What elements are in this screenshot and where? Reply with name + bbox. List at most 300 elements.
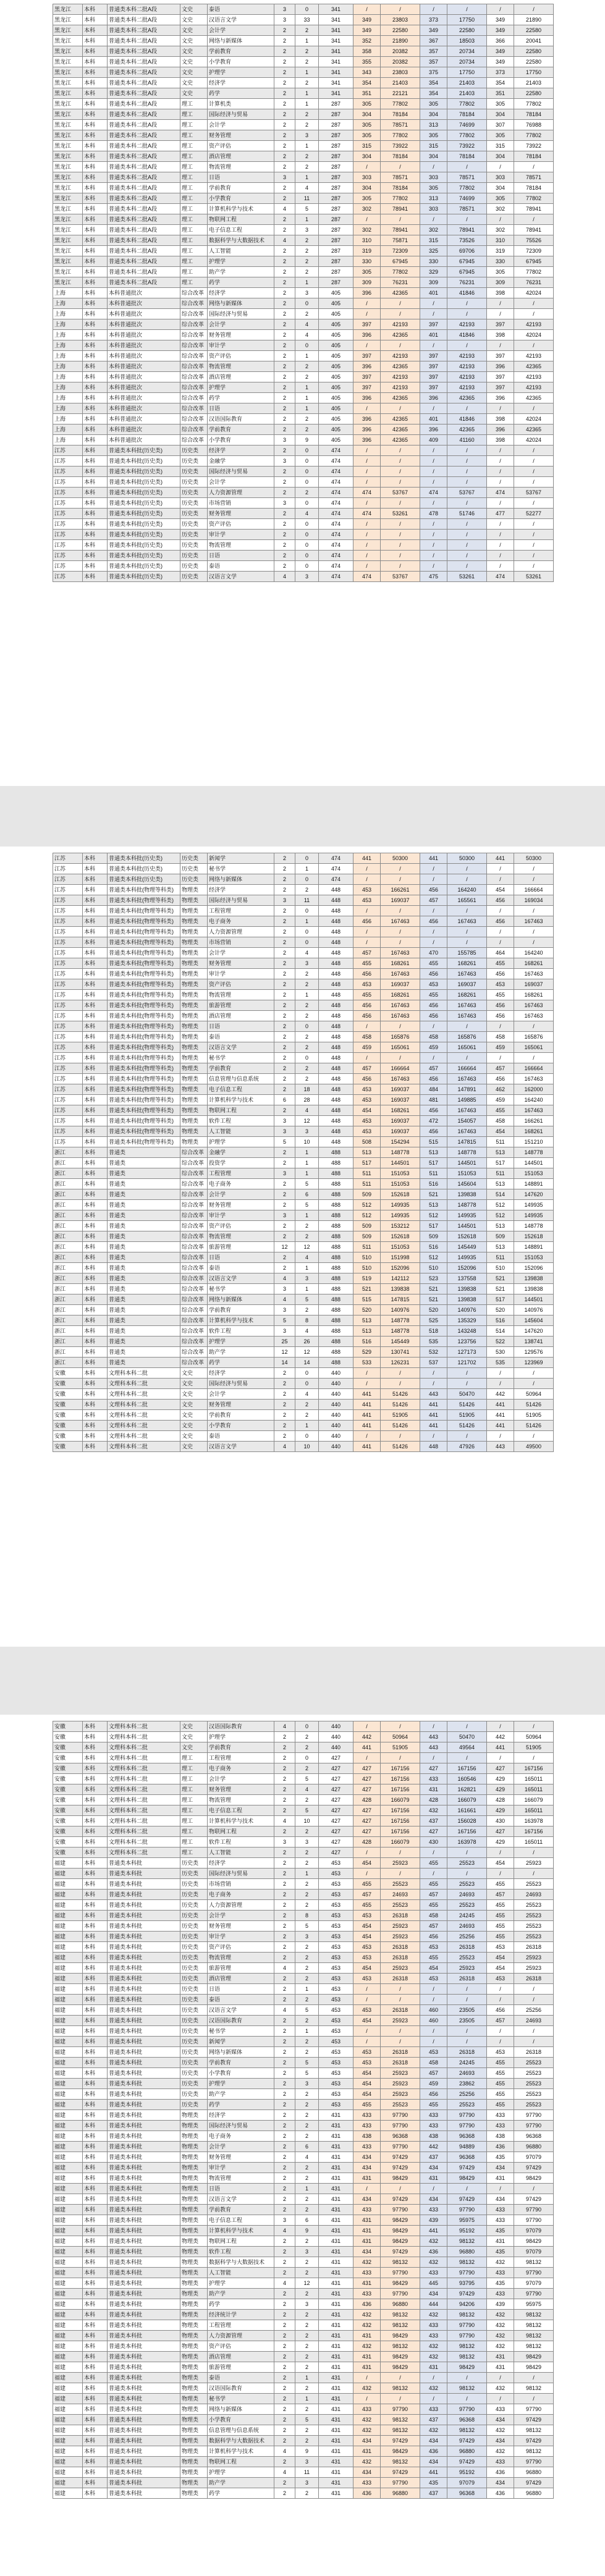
cell-min-rank: /: [381, 403, 420, 414]
cell-control-line: 431: [319, 2142, 353, 2152]
cell-batch: 普通类本科二批A段: [108, 130, 180, 141]
cell-control-line: 453: [319, 1911, 353, 1921]
cell-duration: 2: [274, 1984, 295, 1995]
cell-duration: 4: [274, 2278, 295, 2289]
cell-duration: 14: [274, 1358, 295, 1368]
cell-avg-rank: 25923: [514, 1963, 554, 1974]
cell-province: 黑龙江: [53, 256, 83, 267]
cell-control-line: 405: [319, 403, 353, 414]
cell-admitted: 1: [295, 1263, 319, 1273]
cell-avg-score: 435: [487, 2152, 514, 2163]
cell-avg-score: 456: [487, 916, 514, 927]
cell-min-rank: 145449: [381, 1337, 420, 1347]
cell-control-line: 431: [319, 2289, 353, 2299]
cell-subject-type: 历史类: [180, 561, 208, 572]
cell-major: 人力资源管理: [208, 927, 274, 937]
table-row: [53, 193, 554, 204]
cell-max-score: 516: [420, 1242, 447, 1252]
cell-max-rank: 23505: [447, 2016, 487, 2026]
cell-avg-rank: 98429: [514, 2362, 554, 2373]
cell-avg-score: /: [487, 551, 514, 561]
cell-major: 资产评估: [208, 1942, 274, 1953]
cell-level: 本科: [83, 2383, 108, 2394]
cell-province: 福建: [53, 2194, 83, 2205]
cell-batch: 普通类: [108, 1221, 180, 1231]
cell-avg-rank: 21890: [514, 15, 554, 25]
cell-min-score: 431: [353, 2226, 381, 2236]
cell-min-rank: 167156: [381, 1805, 420, 1816]
cell-min-rank: 20382: [381, 57, 420, 67]
cell-control-line: 287: [319, 172, 353, 183]
cell-batch: 普通类本科批(物理等科类): [108, 1095, 180, 1105]
cell-subject-type: 历史类: [180, 1879, 208, 1890]
cell-duration: 4: [274, 2226, 295, 2236]
cell-province: 江苏: [53, 498, 83, 509]
cell-min-score: 474: [353, 572, 381, 582]
cell-major: 日语: [208, 172, 274, 183]
cell-max-score: 523: [420, 1273, 447, 1284]
cell-major: 汉语国际教育: [208, 1721, 274, 1732]
cell-max-score: 456: [420, 969, 447, 979]
table-row: [53, 256, 554, 267]
cell-min-rank: 78184: [381, 151, 420, 162]
cell-province: 浙江: [53, 1221, 83, 1231]
cell-duration: 2: [274, 78, 295, 88]
cell-province: 福建: [53, 2373, 83, 2383]
cell-major: 经济学: [208, 288, 274, 298]
cell-max-score: 512: [420, 1210, 447, 1221]
cell-avg-score: 442: [487, 1389, 514, 1400]
cell-batch: 本科普通批次: [108, 288, 180, 298]
cell-duration: 6: [274, 1095, 295, 1105]
cell-max-rank: 25256: [447, 1932, 487, 1942]
cell-avg-score: 427: [487, 1826, 514, 1837]
cell-level: 本科: [83, 2058, 108, 2068]
cell-level: 本科: [83, 393, 108, 403]
cell-max-score: /: [420, 214, 447, 225]
cell-batch: 普通类: [108, 1263, 180, 1273]
cell-control-line: 431: [319, 2215, 353, 2226]
cell-subject-type: 理工: [180, 151, 208, 162]
cell-control-line: 440: [319, 1379, 353, 1389]
cell-max-score: /: [420, 456, 447, 467]
cell-max-score: 517: [420, 1221, 447, 1231]
cell-major: 人工智能: [208, 2268, 274, 2278]
cell-subject-type: 历史类: [180, 1858, 208, 1869]
cell-max-score: 432: [420, 2236, 447, 2247]
cell-min-score: /: [353, 519, 381, 530]
cell-level: 本科: [83, 256, 108, 267]
cell-level: 本科: [83, 1326, 108, 1337]
cell-avg-score: 432: [487, 2257, 514, 2268]
cell-admitted: 3: [295, 1273, 319, 1284]
cell-subject-type: 理工: [180, 267, 208, 277]
cell-avg-score: 397: [487, 372, 514, 382]
cell-min-score: 397: [353, 319, 381, 330]
cell-major: 工程管理: [208, 2320, 274, 2331]
cell-max-rank: 51426: [447, 1400, 487, 1410]
cell-min-score: /: [353, 1379, 381, 1389]
cell-level: 本科: [83, 1816, 108, 1826]
cell-province: 浙江: [53, 1263, 83, 1273]
table-row: [53, 1963, 554, 1974]
cell-max-score: 432: [420, 2310, 447, 2320]
cell-province: 安徽: [53, 1389, 83, 1400]
cell-province: 江苏: [53, 1116, 83, 1126]
cell-province: 安徽: [53, 1795, 83, 1805]
cell-duration: 2: [274, 1858, 295, 1869]
table-row: [53, 2415, 554, 2425]
table-row: [53, 530, 554, 540]
cell-min-score: /: [353, 309, 381, 319]
cell-max-rank: 154057: [447, 1116, 487, 1126]
cell-subject-type: 物理类: [180, 2383, 208, 2394]
cell-major: 资产评估: [208, 2341, 274, 2352]
table-row: [53, 2226, 554, 2236]
cell-admitted: 8: [295, 1315, 319, 1326]
cell-avg-score: 432: [487, 2383, 514, 2394]
cell-level: 本科: [83, 572, 108, 582]
cell-batch: 普通类: [108, 1179, 180, 1189]
cell-province: 黑龙江: [53, 141, 83, 151]
cell-min-rank: 167156: [381, 1816, 420, 1826]
cell-min-rank: 50964: [381, 1732, 420, 1742]
cell-level: 本科: [83, 1105, 108, 1116]
cell-subject-type: 文史: [180, 57, 208, 67]
cell-admitted: 4: [295, 330, 319, 340]
cell-admitted: 2: [295, 2236, 319, 2247]
table-row: [53, 141, 554, 151]
cell-duration: 2: [274, 2079, 295, 2089]
table-row: [53, 1284, 554, 1294]
table-row: [53, 2352, 554, 2362]
cell-level: 本科: [83, 2436, 108, 2446]
cell-control-line: 488: [319, 1200, 353, 1210]
cell-level: 本科: [83, 1337, 108, 1347]
cell-avg-score: 435: [487, 2226, 514, 2236]
cell-avg-rank: 49500: [514, 1442, 554, 1452]
cell-max-rank: 165061: [447, 1042, 487, 1053]
cell-control-line: 427: [319, 1763, 353, 1774]
table-row: [53, 1784, 554, 1795]
cell-max-rank: 74699: [447, 193, 487, 204]
cell-max-score: 455: [420, 1858, 447, 1869]
cell-min-rank: 167156: [381, 1826, 420, 1837]
cell-max-score: /: [420, 298, 447, 309]
cell-max-score: 325: [420, 246, 447, 256]
cell-avg-rank: /: [514, 446, 554, 456]
cell-avg-rank: 164240: [514, 1095, 554, 1105]
cell-avg-rank: 140976: [514, 1305, 554, 1315]
cell-major: 泰语: [208, 4, 274, 15]
cell-avg-score: 430: [487, 1816, 514, 1826]
admission-table-1: [53, 4, 554, 582]
cell-province: 福建: [53, 1911, 83, 1921]
cell-duration: 2: [274, 1074, 295, 1084]
cell-duration: 2: [274, 2257, 295, 2268]
cell-level: 本科: [83, 1974, 108, 1984]
cell-min-score: 453: [353, 2058, 381, 2068]
cell-subject-type: 理工: [180, 1763, 208, 1774]
cell-control-line: 431: [319, 2163, 353, 2173]
cell-duration: 2: [274, 2299, 295, 2310]
cell-subject-type: 物理类: [180, 2184, 208, 2194]
cell-min-rank: 96368: [381, 2131, 420, 2142]
cell-max-rank: 77802: [447, 130, 487, 141]
cell-duration: 12: [274, 1242, 295, 1252]
cell-control-line: 431: [319, 2373, 353, 2383]
cell-admitted: 0: [295, 1753, 319, 1763]
cell-batch: 普通类本科批: [108, 2352, 180, 2362]
cell-max-score: 433: [420, 2110, 447, 2121]
cell-avg-rank: 76231: [514, 277, 554, 288]
cell-avg-rank: 98132: [514, 2310, 554, 2320]
cell-duration: 2: [274, 2236, 295, 2247]
cell-major: 物流管理: [208, 1795, 274, 1805]
cell-max-score: 432: [420, 2383, 447, 2394]
cell-avg-score: 349: [487, 15, 514, 25]
cell-duration: 2: [274, 214, 295, 225]
cell-max-rank: 160546: [447, 1774, 487, 1784]
cell-subject-type: 物理类: [180, 2257, 208, 2268]
cell-major: 计算机类: [208, 99, 274, 109]
cell-duration: 5: [274, 1137, 295, 1147]
cell-major: 网络与新媒体: [208, 1294, 274, 1305]
cell-admitted: 5: [295, 1294, 319, 1305]
cell-subject-type: 理工: [180, 204, 208, 214]
cell-avg-score: 454: [487, 1953, 514, 1963]
cell-subject-type: 综合改革: [180, 393, 208, 403]
cell-max-score: 315: [420, 235, 447, 246]
cell-control-line: 427: [319, 1837, 353, 1848]
cell-major: 财务管理: [208, 1784, 274, 1795]
cell-avg-score: 512: [487, 1200, 514, 1210]
table-row: [53, 88, 554, 99]
cell-max-rank: /: [447, 1368, 487, 1379]
cell-major: 护理学: [208, 256, 274, 267]
cell-admitted: 1: [295, 403, 319, 414]
cell-min-rank: 98132: [381, 2310, 420, 2320]
table-row: [53, 1210, 554, 1221]
cell-batch: 普通类本科二批A段: [108, 267, 180, 277]
cell-batch: 普通类本科批: [108, 2341, 180, 2352]
cell-duration: 2: [274, 2247, 295, 2257]
cell-province: 浙江: [53, 1168, 83, 1179]
cell-duration: 2: [274, 2152, 295, 2163]
cell-max-score: 455: [420, 1900, 447, 1911]
cell-max-rank: /: [447, 906, 487, 916]
cell-max-score: 457: [420, 1063, 447, 1074]
cell-major: 汉语言文学: [208, 1442, 274, 1452]
cell-duration: 2: [274, 2205, 295, 2215]
cell-control-line: 453: [319, 2089, 353, 2100]
cell-min-score: 438: [353, 2131, 381, 2142]
cell-duration: 2: [274, 2362, 295, 2373]
cell-avg-score: 441: [487, 1742, 514, 1753]
cell-control-line: 474: [319, 446, 353, 456]
cell-level: 本科: [83, 130, 108, 141]
cell-level: 本科: [83, 25, 108, 36]
cell-min-score: 512: [353, 1200, 381, 1210]
table-row: [53, 498, 554, 509]
cell-province: 福建: [53, 2446, 83, 2457]
cell-admitted: 2: [295, 1221, 319, 1231]
cell-level: 本科: [83, 1116, 108, 1126]
cell-duration: 2: [274, 1795, 295, 1805]
cell-province: 浙江: [53, 1200, 83, 1210]
cell-batch: 普通类本科批(物理等科类): [108, 1032, 180, 1042]
cell-avg-score: /: [487, 1995, 514, 2005]
cell-min-score: 310: [353, 235, 381, 246]
cell-batch: 普通类: [108, 1252, 180, 1263]
cell-max-score: /: [420, 906, 447, 916]
cell-admitted: 0: [295, 937, 319, 948]
cell-avg-score: 432: [487, 2446, 514, 2457]
cell-admitted: 2: [295, 2320, 319, 2331]
cell-batch: 普通类本科批(历史类): [108, 540, 180, 551]
cell-control-line: 287: [319, 267, 353, 277]
cell-avg-rank: 167463: [514, 1074, 554, 1084]
cell-max-rank: 50470: [447, 1389, 487, 1400]
cell-max-rank: 149885: [447, 1095, 487, 1105]
cell-max-rank: 97790: [447, 2268, 487, 2278]
cell-avg-rank: 42365: [514, 424, 554, 435]
cell-batch: 普通类本科批: [108, 2373, 180, 2383]
cell-subject-type: 综合改革: [180, 1315, 208, 1326]
cell-min-rank: 25523: [381, 2100, 420, 2110]
cell-min-rank: /: [381, 498, 420, 509]
cell-subject-type: 理工: [180, 1826, 208, 1837]
cell-control-line: 448: [319, 1032, 353, 1042]
cell-province: 福建: [53, 1900, 83, 1911]
cell-batch: 普通类本科批: [108, 2436, 180, 2446]
cell-province: 浙江: [53, 1347, 83, 1358]
cell-min-rank: 152096: [381, 1263, 420, 1273]
cell-min-rank: 97790: [381, 2110, 420, 2121]
cell-major: 审计学: [208, 1932, 274, 1942]
cell-min-score: 434: [353, 2436, 381, 2446]
cell-duration: 2: [274, 2163, 295, 2173]
cell-min-score: 427: [353, 1774, 381, 1784]
cell-batch: 本科普通批次: [108, 403, 180, 414]
cell-max-rank: 26318: [447, 1942, 487, 1953]
cell-admitted: 2: [295, 1974, 319, 1984]
cell-control-line: 448: [319, 1074, 353, 1084]
cell-max-score: /: [420, 2026, 447, 2037]
cell-min-score: 453: [353, 1953, 381, 1963]
cell-province: 福建: [53, 2121, 83, 2131]
cell-duration: 2: [274, 2331, 295, 2341]
cell-min-rank: 96880: [381, 2299, 420, 2310]
cell-subject-type: 综合改革: [180, 1263, 208, 1273]
cell-level: 本科: [83, 498, 108, 509]
cell-province: 安徽: [53, 1379, 83, 1389]
table-row: [53, 15, 554, 25]
cell-province: 黑龙江: [53, 183, 83, 193]
cell-level: 本科: [83, 1784, 108, 1795]
cell-avg-rank: 21403: [514, 78, 554, 88]
cell-min-score: 304: [353, 183, 381, 193]
cell-min-rank: /: [381, 1431, 420, 1442]
cell-control-line: 453: [319, 2047, 353, 2058]
cell-duration: 2: [274, 1379, 295, 1389]
cell-min-rank: /: [381, 864, 420, 874]
cell-subject-type: 综合改革: [180, 309, 208, 319]
cell-avg-rank: /: [514, 456, 554, 467]
cell-major: 药学: [208, 277, 274, 288]
cell-min-score: 432: [353, 2425, 381, 2436]
cell-major: 小学教育: [208, 1421, 274, 1431]
cell-max-rank: 93795: [447, 2278, 487, 2289]
table-row: [53, 414, 554, 424]
table-row: [53, 1294, 554, 1305]
cell-avg-rank: /: [514, 214, 554, 225]
cell-min-score: 454: [353, 1932, 381, 1942]
cell-admitted: 2: [295, 488, 319, 498]
cell-min-rank: /: [381, 1368, 420, 1379]
cell-control-line: 431: [319, 2446, 353, 2457]
table-row: [53, 1900, 554, 1911]
cell-max-rank: 78571: [447, 204, 487, 214]
cell-avg-score: /: [487, 519, 514, 530]
cell-avg-rank: 98132: [514, 2383, 554, 2394]
cell-max-score: 437: [420, 2415, 447, 2425]
cell-duration: 2: [274, 1953, 295, 1963]
cell-major: 酒店管理: [208, 1974, 274, 1984]
table-row: [53, 2362, 554, 2373]
cell-max-rank: /: [447, 1721, 487, 1732]
cell-control-line: 405: [319, 288, 353, 298]
cell-max-score: 521: [420, 1284, 447, 1294]
cell-min-rank: 139838: [381, 1284, 420, 1294]
cell-min-score: 433: [353, 2478, 381, 2488]
cell-min-score: /: [353, 498, 381, 509]
cell-level: 本科: [83, 1189, 108, 1200]
cell-min-rank: 167156: [381, 1763, 420, 1774]
cell-min-rank: /: [381, 477, 420, 488]
table-row: [53, 916, 554, 927]
cell-major: 国际经济与贸易: [208, 309, 274, 319]
cell-duration: 2: [274, 1848, 295, 1858]
cell-control-line: 448: [319, 990, 353, 1000]
cell-max-score: 448: [420, 1442, 447, 1452]
cell-min-score: /: [353, 540, 381, 551]
cell-province: 福建: [53, 1995, 83, 2005]
cell-major: 日语: [208, 1984, 274, 1995]
table-row: [53, 2131, 554, 2142]
cell-min-rank: 78941: [381, 204, 420, 214]
cell-major: 网络与新媒体: [208, 874, 274, 885]
cell-admitted: 4: [295, 948, 319, 958]
cell-admitted: 2: [295, 1848, 319, 1858]
cell-min-rank: 169037: [381, 979, 420, 990]
cell-province: 浙江: [53, 1231, 83, 1242]
cell-min-score: 454: [353, 1963, 381, 1974]
cell-min-score: 431: [353, 2362, 381, 2373]
cell-duration: 2: [274, 2383, 295, 2394]
cell-max-score: 349: [420, 25, 447, 36]
cell-min-rank: 126231: [381, 1358, 420, 1368]
cell-admitted: 4: [295, 1326, 319, 1337]
cell-avg-score: 354: [487, 78, 514, 88]
cell-duration: 4: [274, 1963, 295, 1974]
cell-major: 泰语: [208, 1263, 274, 1273]
cell-admitted: 2: [295, 2110, 319, 2121]
table-row: [53, 1358, 554, 1368]
cell-batch: 普通类本科批: [108, 2415, 180, 2425]
table-row: [53, 4, 554, 15]
cell-subject-type: 综合改革: [180, 1252, 208, 1263]
